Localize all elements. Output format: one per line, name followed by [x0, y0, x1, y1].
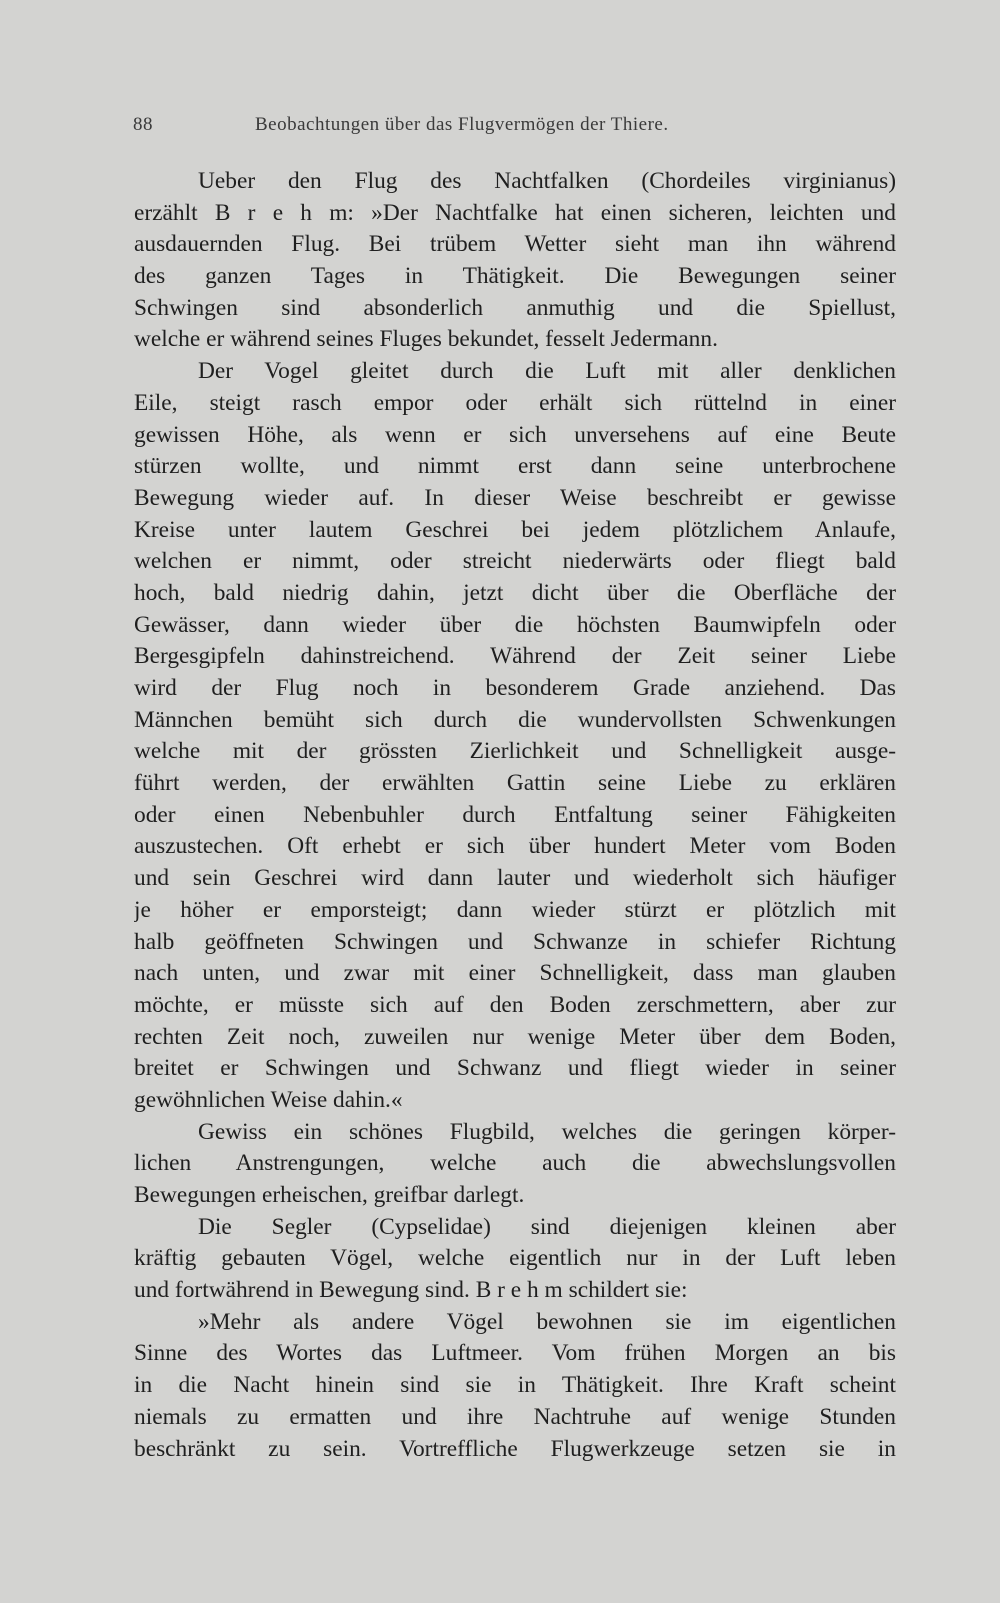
text-line: und sein Geschrei wird dann lauter und wiederholt sich häufiger — [134, 865, 896, 892]
text-line: gewissen Höhe, als wenn er sich unversehens auf eine Beute — [134, 421, 896, 448]
text-line: halb geöffneten Schwingen und Schwanze in schiefer Richtung — [134, 928, 896, 955]
text-line: hoch, bald niedrig dahin, jetzt dicht über die Oberfläche der — [134, 579, 896, 606]
text-line: Kreise unter lautem Geschrei bei jedem plötzlichem Anlaufe, — [134, 516, 896, 543]
text-line: breitet er Schwingen und Schwanz und fliegt wieder in seiner — [134, 1055, 896, 1082]
text-line: nach unten, und zwar mit einer Schnelligkeit, dass man glauben — [134, 960, 896, 987]
text-line: des ganzen Tages in Thätigkeit. Die Bewegungen seiner — [134, 263, 896, 290]
text-line: Männchen bemüht sich durch die wundervollsten Schwenkungen — [134, 706, 896, 733]
text-line: Gewiss ein schönes Flugbild, welches die geringen körper- — [198, 1118, 896, 1145]
text-line: möchte, er müsste sich auf den Boden zerschmettern, aber zur — [134, 991, 896, 1018]
text-line: Gewässer, dann wieder über die höchsten Baumwipfeln oder — [134, 611, 896, 638]
text-line: erzählt B r e h m: »Der Nachtfalke hat einen sicheren, leichten und — [134, 199, 896, 226]
text-line: Ueber den Flug des Nachtfalken (Chordeiles virginianus) — [198, 168, 896, 194]
text-line: stürzen wollte, und nimmt erst dann seine unterbrochene — [134, 453, 896, 480]
text-line: Die Segler (Cypselidae) sind diejenigen kleinen aber — [198, 1213, 896, 1240]
text-line: Sinne des Wortes das Luftmeer. Vom frühen Morgen an bis — [134, 1340, 896, 1367]
text-line: auszustechen. Oft erhebt er sich über hundert Meter vom Boden — [134, 833, 896, 860]
text-line: Bewegung wieder auf. In dieser Weise beschreibt er gewisse — [134, 484, 896, 511]
text-line: kräftig gebauten Vögel, welche eigentlich nur in der Luft leben — [134, 1245, 896, 1272]
text-line: ausdauernden Flug. Bei trübem Wetter sieht man ihn während — [134, 231, 896, 258]
text-line: Schwingen sind absonderlich anmuthig und die Spiellust, — [134, 294, 896, 321]
text-line: in die Nacht hinein sind sie in Thätigkeit. Ihre Kraft scheint — [134, 1372, 896, 1399]
text-line: Bewegungen erheischen, greifbar darlegt. — [134, 1182, 525, 1208]
text-line: Eile, steigt rasch empor oder erhält sich rüttelnd in einer — [134, 389, 896, 416]
text-line: Der Vogel gleitet durch die Luft mit aller denklichen — [198, 358, 896, 385]
text-line: beschränkt zu sein. Vortreffliche Flugwerkzeuge setzen sie in — [134, 1435, 896, 1462]
page-header — [133, 114, 893, 144]
text-line: und fortwährend in Bewegung sind. B r e h m schildert sie: — [134, 1277, 688, 1304]
body-text — [134, 166, 896, 1465]
text-line: niemals zu ermatten und ihre Nachtruhe auf wenige Stunden — [134, 1403, 896, 1430]
page-number: 88 — [133, 114, 153, 135]
text-line: oder einen Nebenbuhler durch Entfaltung seiner Fähigkeiten — [134, 801, 896, 828]
text-line: welche mit der grössten Zierlichkeit und Schnelligkeit ausge- — [134, 738, 896, 765]
text-line: rechten Zeit noch, zuweilen nur wenige Meter über dem Boden, — [134, 1023, 896, 1050]
text-line: »Mehr als andere Vögel bewohnen sie im eigentlichen — [198, 1308, 896, 1335]
text-line: je höher er emporsteigt; dann wieder stürzt er plötzlich mit — [134, 896, 896, 923]
text-line: welche er während seines Fluges bekundet, fesselt Jedermann. — [134, 326, 718, 353]
text-line: welchen er nimmt, oder streicht niederwärts oder fliegt bald — [134, 548, 896, 575]
text-line: lichen Anstrengungen, welche auch die abwechslungsvollen — [134, 1150, 896, 1177]
text-line: führt werden, der erwählten Gattin seine Liebe zu erklären — [134, 770, 896, 797]
text-line: gewöhnlichen Weise dahin.« — [134, 1086, 403, 1113]
text-line: wird der Flug noch in besonderem Grade anziehend. Das — [134, 675, 896, 701]
text-line: Bergesgipfeln dahinstreichend. Während der Zeit seiner Liebe — [134, 643, 896, 670]
running-title: Beobachtungen über das Flugvermögen der Thiere. — [255, 114, 669, 135]
